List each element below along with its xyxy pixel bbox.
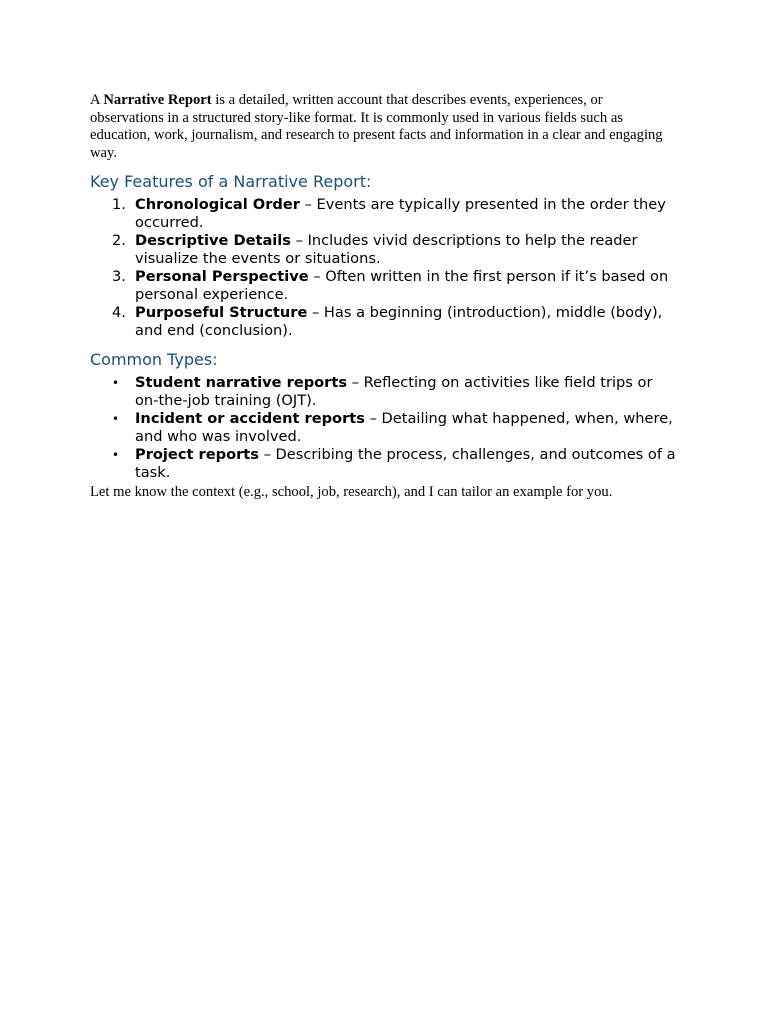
feature-term: Personal Perspective — [135, 268, 309, 286]
feature-text: – Has a beginning (introduction), middle (body), and end (conclusion). — [135, 304, 663, 340]
features-heading: Key Features of a Narrative Report: — [90, 172, 372, 192]
feature-term: Chronological Order — [135, 196, 300, 214]
feature-term: Purposeful Structure — [135, 304, 308, 322]
list-number: 1. — [112, 196, 126, 214]
intro-paragraph — [90, 92, 680, 162]
list-number: 3. — [112, 268, 126, 286]
document-page — [90, 92, 680, 502]
list-number: 4. — [112, 304, 126, 322]
bullet-icon: • — [112, 448, 120, 463]
list-number: 2. — [112, 232, 126, 250]
types-list — [90, 374, 680, 482]
bullet-icon: • — [112, 376, 120, 391]
feature-text: – Often written in the first person if it’s based on personal experience. — [135, 268, 669, 304]
type-text: – Detailing what happened, when, where, and who was involved. — [135, 410, 673, 446]
type-text: – Describing the process, challenges, and outcomes of a task. — [135, 446, 676, 482]
type-item — [90, 410, 680, 446]
feature-item — [90, 232, 680, 268]
feature-text: – Events are typically presented in the order they occurred. — [135, 196, 666, 232]
features-list — [90, 196, 680, 340]
bullet-icon: • — [112, 412, 120, 427]
type-text: – Reflecting on activities like field trips or on-the-job training (OJT). — [135, 374, 653, 410]
type-item — [90, 374, 680, 410]
feature-text: – Includes vivid descriptions to help the reader visualize the events or situations. — [135, 232, 638, 268]
feature-item — [90, 304, 680, 340]
type-term: Incident or accident reports — [135, 410, 365, 428]
feature-item — [90, 268, 680, 304]
intro-text: is a detailed, written account that describes events, experiences, or observations in a structured story-like format. It is commonly used in various fields such as education, work, journalism, and research to present facts and information in a clear and engaging way. — [90, 92, 663, 161]
feature-term: Descriptive Details — [135, 232, 291, 250]
closing-paragraph: Let me know the context (e.g., school, job, research), and I can tailor an example for you. — [90, 484, 613, 501]
feature-item — [90, 196, 680, 232]
intro-term: Narrative Report — [103, 92, 212, 108]
intro-prefix: A — [90, 92, 104, 108]
type-item — [90, 446, 680, 482]
type-term: Project reports — [135, 446, 259, 464]
types-heading: Common Types: — [90, 350, 218, 370]
type-term: Student narrative reports — [135, 374, 348, 392]
